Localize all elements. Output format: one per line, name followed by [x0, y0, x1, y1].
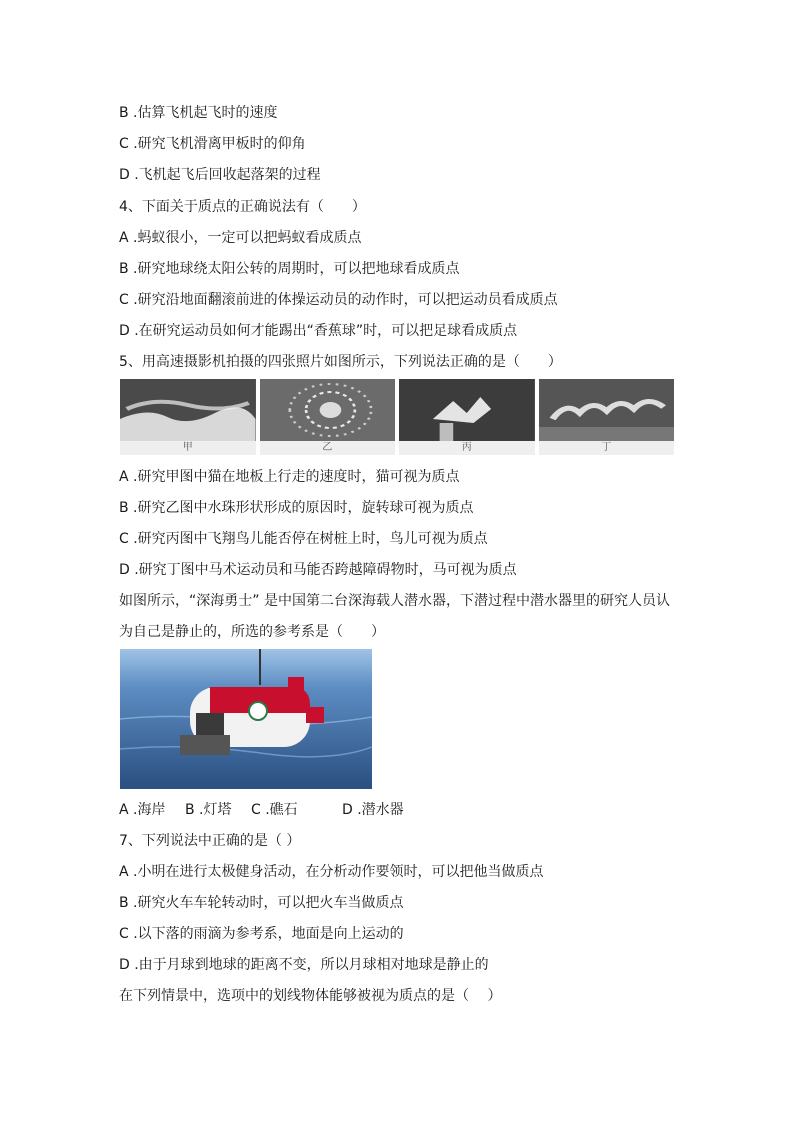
cat-photo-image [120, 379, 256, 441]
option-1b: B .估算飞机起飞时的速度 [119, 105, 278, 121]
caption-jia: 甲 [120, 441, 256, 455]
spinning-ball-image [260, 379, 396, 441]
photo-panel-yi [260, 379, 396, 455]
submersible-photo [120, 649, 372, 789]
submersible-image [120, 649, 372, 789]
option-6c: C .礁石 [251, 802, 298, 818]
option-5c: C .研究丙图中飞翔鸟儿能否停在树桩上时，鸟儿可视为质点 [119, 531, 488, 547]
option-5d: D .研究丁图中马术运动员和马能否跨越障碍物时，马可视为质点 [119, 562, 517, 578]
option-4b: B .研究地球绕太阳公转的周期时，可以把地球看成质点 [119, 261, 460, 277]
option-7a: A .小明在进行太极健身活动，在分析动作要领时，可以把他当做质点 [119, 864, 544, 880]
question-7: 7、下列说法中正确的是（ ） [119, 833, 301, 849]
option-7b: B .研究火车车轮转动时，可以把火车当做质点 [119, 895, 404, 911]
question-6-options [119, 801, 404, 819]
question-6-line-1: 如图所示，“深海勇士” 是中国第二台深海载人潜水器，下潜过程中潜水器里的研究人员认 [119, 593, 670, 609]
question-8: 在下列情景中，选项中的划线物体能够被视为质点的是（ ） [119, 988, 502, 1004]
option-1c: C .研究飞机滑离甲板时的仰角 [119, 136, 306, 152]
horse-jump-image [539, 379, 675, 441]
bird-photo-image [399, 379, 535, 441]
option-5a: A .研究甲图中猫在地板上行走的速度时，猫可视为质点 [119, 469, 460, 485]
question-6-line-2: 为自己是静止的，所选的参考系是（ ） [119, 624, 385, 640]
photo-panel-jia [120, 379, 256, 455]
option-7d: D .由于月球到地球的距离不变，所以月球相对地球是静止的 [119, 957, 489, 973]
option-4d: D .在研究运动员如何才能踢出“香蕉球”时，可以把足球看成质点 [119, 323, 518, 339]
caption-ding: 丁 [539, 441, 675, 455]
photo-panel-ding [539, 379, 675, 455]
question-4: 4、下面关于质点的正确说法有（ ） [119, 199, 366, 215]
option-5b: B .研究乙图中水珠形状形成的原因时，旋转球可视为质点 [119, 500, 474, 516]
option-6a: A .海岸 [119, 802, 166, 818]
option-1d: D .飞机起飞后回收起落架的过程 [119, 167, 321, 183]
question-5: 5、用高速摄影机拍摄的四张照片如图所示，下列说法正确的是（ ） [119, 354, 562, 370]
high-speed-photo-strip [120, 379, 674, 455]
caption-yi: 乙 [260, 441, 396, 455]
option-4c: C .研究沿地面翻滚前进的体操运动员的动作时，可以把运动员看成质点 [119, 292, 558, 308]
photo-panel-bing [399, 379, 535, 455]
option-7c: C .以下落的雨滴为参考系，地面是向上运动的 [119, 926, 404, 942]
caption-bing: 丙 [399, 441, 535, 455]
option-6d: D .潜水器 [342, 802, 404, 818]
option-4a: A .蚂蚁很小，一定可以把蚂蚁看成质点 [119, 230, 362, 246]
option-6b: B .灯塔 [185, 802, 232, 818]
